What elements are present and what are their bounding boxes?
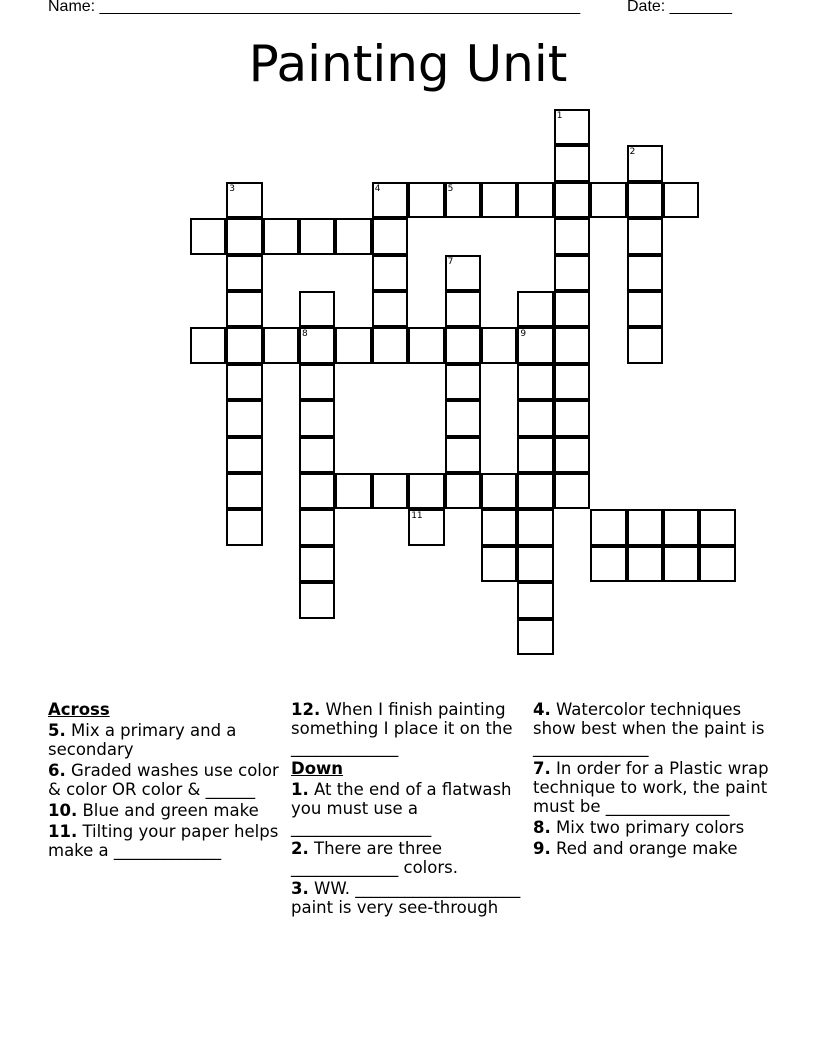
crossword-cell[interactable] [517,546,553,582]
clue-number: 10. [48,801,78,820]
crossword-cell[interactable] [627,145,663,181]
date-field-line: Date: _______ [627,0,732,15]
clue-down-4 [533,700,769,757]
crossword-cell[interactable] [299,546,335,582]
crossword-cell[interactable] [372,473,408,509]
crossword-cell[interactable] [299,437,335,473]
crossword-cell[interactable] [554,109,590,145]
crossword-cell[interactable] [481,182,517,218]
clue-text: Red and orange make [556,839,738,858]
clue-number: 7. [533,759,551,778]
crossword-cell[interactable] [445,400,481,436]
crossword-cell[interactable] [263,218,299,254]
crossword-cell[interactable] [590,509,626,545]
crossword-cell[interactable] [481,327,517,363]
crossword-cell[interactable] [226,327,262,363]
crossword-cell[interactable] [226,509,262,545]
crossword-cell[interactable] [517,400,553,436]
crossword-cell[interactable] [554,255,590,291]
crossword-cell[interactable] [517,291,553,327]
crossword-cell[interactable] [226,364,262,400]
crossword-cell[interactable] [226,473,262,509]
crossword-cell[interactable] [226,400,262,436]
crossword-cell[interactable] [517,327,553,363]
crossword-cell[interactable] [445,291,481,327]
clue-number: 12. [291,700,321,719]
crossword-cell[interactable] [335,327,371,363]
crossword-cell[interactable] [299,364,335,400]
crossword-cell[interactable] [226,437,262,473]
crossword-cell[interactable] [699,509,735,545]
crossword-cell[interactable] [299,473,335,509]
crossword-cell[interactable] [226,255,262,291]
crossword-cell[interactable] [517,364,553,400]
crossword-cell[interactable] [517,509,553,545]
crossword-cell[interactable] [445,473,481,509]
crossword-cell[interactable] [408,327,444,363]
crossword-cell[interactable] [554,437,590,473]
crossword-cell[interactable] [627,291,663,327]
crossword-cell[interactable] [372,327,408,363]
clue-text: Graded washes use color & color OR color & ______ [48,761,279,799]
crossword-cell[interactable] [663,509,699,545]
clue-text: WW. ____________________ paint is very see-through [291,879,521,917]
clue-column-2 [291,700,527,919]
crossword-cell[interactable] [335,218,371,254]
clue-across-5 [48,721,284,759]
clue-number: 5. [48,721,66,740]
clue-down-1 [291,780,527,837]
clue-column-3 [533,700,769,860]
crossword-cell[interactable] [445,364,481,400]
clue-across-11 [48,822,284,860]
crossword-cell[interactable] [554,291,590,327]
crossword-cell[interactable] [226,291,262,327]
crossword-cell[interactable] [445,437,481,473]
crossword-cell[interactable] [517,473,553,509]
clue-text: There are three _____________ colors. [291,839,458,877]
clue-number: 11. [48,822,78,841]
clue-down-3 [291,879,527,917]
across-heading: Across [48,700,110,719]
clue-number: 9. [533,839,551,858]
clue-number: 1. [291,780,309,799]
cell-number: 3 [229,183,235,194]
clue-text: Tilting your paper helps make a _____________ [48,822,279,860]
clue-text: In order for a Plastic wrap technique to work, the paint must be _______________ [533,759,769,816]
clue-down-2 [291,839,527,877]
cell-number: 1 [556,111,563,121]
clue-text: Mix two primary colors [556,818,745,837]
crossword-cell[interactable] [627,255,663,291]
cell-number: 9 [520,329,527,340]
down-heading: Down [291,759,344,778]
crossword-cell[interactable] [299,509,335,545]
cell-number: 2 [629,147,636,158]
crossword-cell[interactable] [590,546,626,582]
crossword-cell[interactable] [408,473,444,509]
clue-number: 4. [533,700,551,719]
crossword-cell[interactable] [554,400,590,436]
crossword-cell[interactable] [445,182,481,218]
clue-across-6 [48,761,284,799]
crossword-cell[interactable] [663,546,699,582]
clue-across-10 [48,801,284,820]
crossword-cell[interactable] [627,327,663,363]
crossword-cell[interactable] [627,182,663,218]
clue-number: 2. [291,839,309,858]
clue-number: 8. [533,818,551,837]
crossword-cell[interactable] [627,218,663,254]
crossword-cell[interactable] [554,182,590,218]
crossword-cell[interactable] [590,182,626,218]
crossword-cell[interactable] [554,473,590,509]
crossword-cell[interactable] [190,327,226,363]
page-title: Painting Unit [248,35,568,93]
clue-text: Watercolor techniques show best when the paint is ______________ [533,700,765,757]
crossword-cell[interactable] [445,327,481,363]
clue-text: Blue and green make [82,801,259,820]
clue-number: 6. [48,761,66,780]
crossword-cell[interactable] [554,145,590,181]
crossword-cell[interactable] [663,182,699,218]
crossword-cell[interactable] [372,182,408,218]
clue-across-12 [291,700,527,757]
crossword-cell[interactable] [226,182,262,218]
clue-number: 3. [291,879,309,898]
crossword-cell[interactable] [554,364,590,400]
crossword-cell[interactable] [372,291,408,327]
crossword-cell[interactable] [299,582,335,618]
crossword-cell[interactable] [299,291,335,327]
crossword-cell[interactable] [190,218,226,254]
clue-column-1 [48,700,284,862]
crossword-cell[interactable] [481,473,517,509]
clue-text: Mix a primary and a secondary [48,721,237,759]
crossword-cell[interactable] [517,619,553,655]
crossword-cell[interactable] [517,182,553,218]
crossword-cell[interactable] [372,255,408,291]
crossword-cell[interactable] [699,546,735,582]
name-field-line: Name: ______________________________________________________ [48,0,581,15]
crossword-cell[interactable] [372,218,408,254]
cell-number: 8 [302,329,308,340]
crossword-cell[interactable] [299,327,335,363]
crossword-cell[interactable] [554,218,590,254]
clue-text: When I finish painting something I place it on the _____________ [291,700,513,757]
cell-number: 5 [447,183,454,194]
crossword-cell[interactable] [627,546,663,582]
crossword-cell[interactable] [445,255,481,291]
crossword-cell[interactable] [299,218,335,254]
crossword-cell[interactable] [481,509,517,545]
crossword-cell[interactable] [226,218,262,254]
crossword-cell[interactable] [481,546,517,582]
crossword-cell[interactable] [263,327,299,363]
crossword-cell[interactable] [627,509,663,545]
clue-down-9 [533,839,769,858]
cell-number: 11 [411,511,423,522]
crossword-cell[interactable] [408,509,444,545]
cell-number: 7 [447,256,454,267]
crossword-cell[interactable] [299,400,335,436]
crossword-cell[interactable] [517,582,553,618]
crossword-cell[interactable] [517,437,553,473]
clue-down-7 [533,759,769,816]
crossword-cell[interactable] [408,182,444,218]
crossword-cell[interactable] [554,327,590,363]
clue-down-8 [533,818,769,837]
clue-text: At the end of a flatwash you must use a _________________ [291,780,512,837]
crossword-cell[interactable] [335,473,371,509]
cell-number: 4 [374,183,381,194]
